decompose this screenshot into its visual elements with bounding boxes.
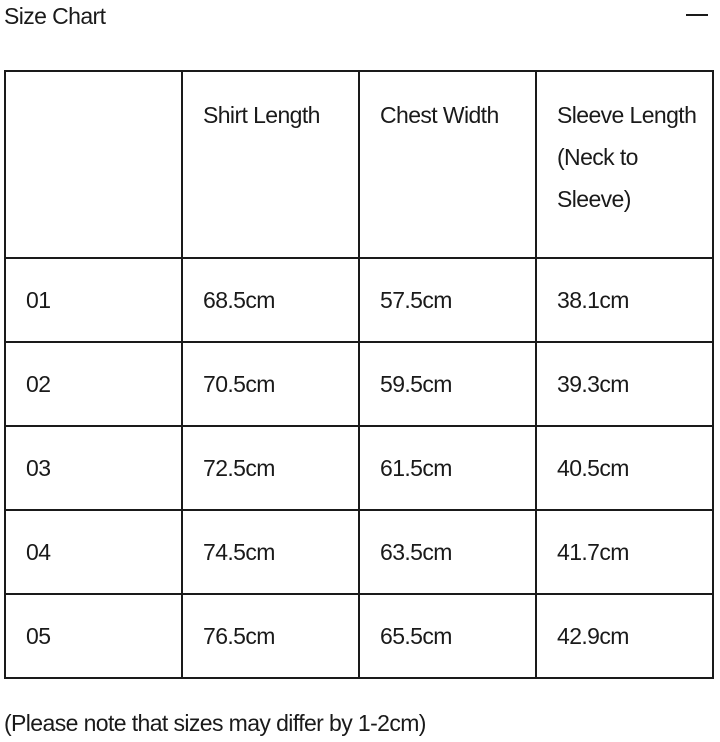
size-cell: 01 [5,258,182,342]
sleeve-length-cell: 38.1cm [536,258,713,342]
minus-icon [686,14,708,16]
table-row [5,510,713,594]
size-chart-header[interactable] [0,0,720,34]
column-header-size [5,71,182,258]
size-cell: 04 [5,510,182,594]
table-row [5,594,713,678]
column-header-chest-width: Chest Width [359,71,536,258]
shirt-length-cell: 72.5cm [182,426,359,510]
size-cell: 03 [5,426,182,510]
shirt-length-cell: 68.5cm [182,258,359,342]
shirt-length-cell: 76.5cm [182,594,359,678]
sleeve-length-cell: 42.9cm [536,594,713,678]
shirt-length-cell: 70.5cm [182,342,359,426]
column-header-sleeve-length: Sleeve Length (Neck to Sleeve) [536,71,713,258]
chest-width-cell: 61.5cm [359,426,536,510]
sleeve-length-cell: 40.5cm [536,426,713,510]
chest-width-cell: 63.5cm [359,510,536,594]
shirt-length-cell: 74.5cm [182,510,359,594]
table-row [5,342,713,426]
size-disclaimer: (Please note that sizes may differ by 1-2cm) [4,710,426,736]
chest-width-cell: 59.5cm [359,342,536,426]
chest-width-cell: 57.5cm [359,258,536,342]
table-row [5,426,713,510]
table-row [5,258,713,342]
size-cell: 02 [5,342,182,426]
collapse-button[interactable] [684,0,710,30]
section-title: Size Chart [4,3,106,29]
sleeve-length-cell: 41.7cm [536,510,713,594]
size-cell: 05 [5,594,182,678]
chest-width-cell: 65.5cm [359,594,536,678]
table-header-row [5,71,713,258]
sleeve-length-cell: 39.3cm [536,342,713,426]
size-table [4,70,714,679]
column-header-shirt-length: Shirt Length [182,71,359,258]
